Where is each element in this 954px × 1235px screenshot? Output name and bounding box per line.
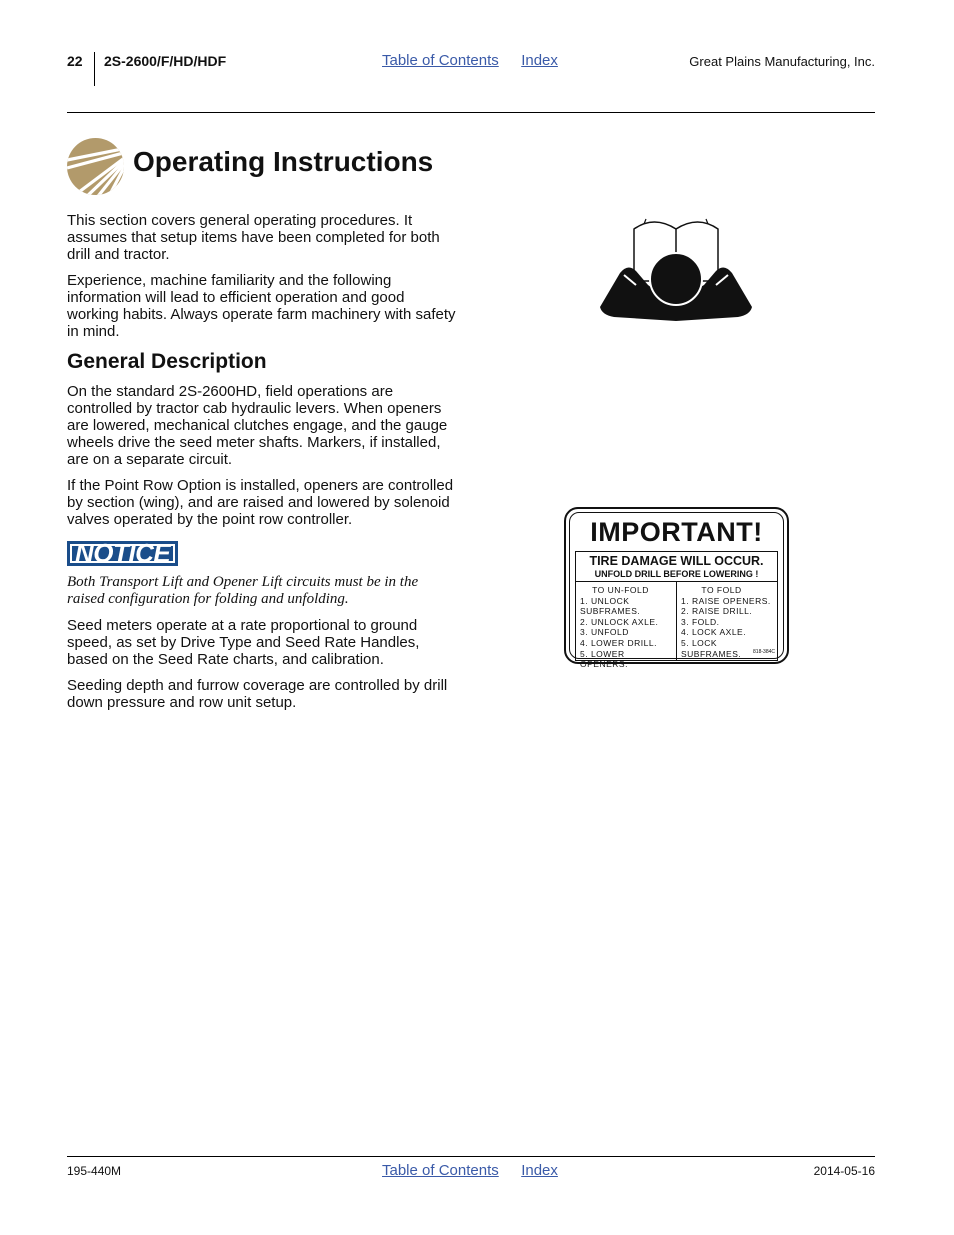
header-nav [382,52,576,70]
unfold-step: 3. UNFOLD [580,627,629,638]
decal-warning-box [575,551,778,582]
general-description-heading: General Description [67,350,267,373]
decal-sub-warning: UNFOLD DRILL BEFORE LOWERING ! [594,569,759,579]
unfold-step: 5. LOWER OPENERS. [580,648,628,670]
footer-rule [67,1156,875,1157]
model-name: 2S-2600/F/HD/HDF [104,53,227,69]
content-column [67,212,459,720]
unfold-heading: TO UN-FOLD [592,585,649,595]
intro-paragraph-1: This section covers general operating procedures. It assumes that setup items have been completed for both drill and tractor. [67,212,440,263]
decal-title: IMPORTANT! [590,517,763,547]
notice-badge: NOTICE [67,541,178,566]
desc-paragraph-2: If the Point Row Option is installed, openers are controlled by section (wing), and are raised and lowered by solenoid valves operated by the point row controller. [67,477,454,528]
unfold-step: 1. UNLOCK SUBFRAMES. [580,595,641,617]
important-decal [564,507,789,670]
toc-link[interactable]: Table of Contents [382,52,499,69]
unfold-steps [576,582,676,670]
footer-toc-link[interactable]: Table of Contents [382,1162,499,1179]
fold-step: 4. LOCK AXLE. [681,627,747,638]
notice-text: Both Transport Lift and Opener Lift circuits must be in the raised configuration for folding and unfolding. [67,574,419,607]
unfold-step: 4. LOWER DRILL. [580,637,657,648]
footer-index-link[interactable]: Index [521,1162,558,1179]
fold-heading: TO FOLD [701,585,742,595]
company-name: Great Plains Manufacturing, Inc. [689,54,875,69]
reading-manual-illustration [598,215,753,323]
decal-steps [575,582,778,670]
page-title: Operating Instructions [133,146,434,177]
index-link[interactable]: Index [521,52,558,69]
intro-paragraph-2: Experience, machine familiarity and the following information will lead to efficient operation and good working habits. Always operate farm machinery with safety in mind. [67,272,456,340]
fold-step: 3. FOLD. [681,616,720,627]
fold-step: 5. LOCK SUBFRAMES. [681,637,742,659]
fold-step: 1. RAISE OPENERS. [681,595,771,606]
doc-date: 2014-05-16 [813,1164,875,1178]
doc-number: 195-440M [67,1164,122,1178]
unfold-step: 2. UNLOCK AXLE. [580,616,659,627]
header-rule [67,112,875,113]
header-divider [94,52,95,86]
desc-paragraph-1: On the standard 2S-2600HD, field operations are controlled by tractor cab hydraulic levers. When openers are lowered, mechanical clutches engage, and the gauge wheels drive the seed meter shafts. Markers, if installed, are on a separate circuit. [67,383,448,468]
fold-step: 2. RAISE DRILL. [681,606,753,617]
decal-part-code: 818-384C [753,649,775,655]
depth-paragraph: Seeding depth and furrow coverage are controlled by drill down pressure and row unit setup. [67,677,448,711]
footer-nav [382,1162,576,1180]
page-number: 22 [67,53,83,69]
meter-paragraph: Seed meters operate at a rate proportional to ground speed, as set by Drive Type and Seed Rate Handles, based on the Seed Rate charts, and calibration. [67,617,420,668]
decal-warning: TIRE DAMAGE WILL OCCUR. [589,554,764,568]
section-logo-icon [67,138,124,195]
